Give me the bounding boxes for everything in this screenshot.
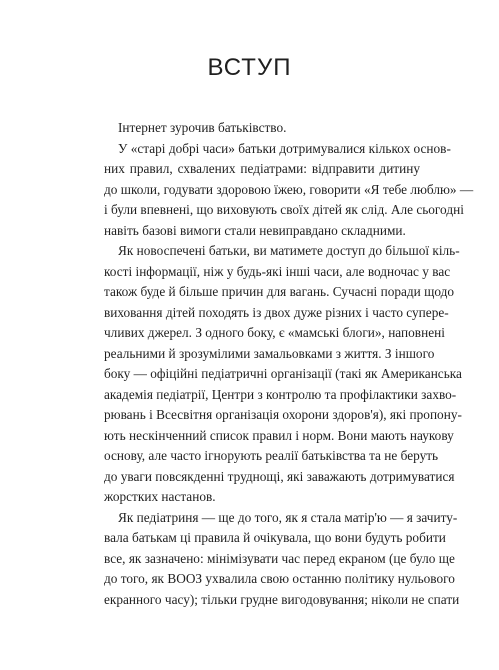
chapter-body [104, 118, 474, 610]
text-line: ють нескінченний список правил і норм. Вони мають наукову [104, 427, 454, 443]
chapter-title: ВСТУП [207, 54, 292, 81]
text-line: екранного часу); тільки грудне вигодовування; ніколи не спати [104, 591, 460, 607]
text-line: реальними й зрозумілими замальовками з життя. З іншого [104, 345, 435, 361]
text-line: рювань і Всесвітня організація охорони здоров'я), які пропону- [104, 407, 462, 422]
text-line: академія педіатрії, Центри з контролю та профілактики захво- [104, 386, 457, 402]
text-line: основу, але часто ігнорують реалії батьківства та не беруть [104, 448, 439, 463]
text-line: них правил, схвалених педіатрами: відправити дитину [104, 161, 420, 176]
text-line: Як педіатриня — ще до того, як я стала матір'ю — я зачиту- [118, 509, 458, 525]
text-line: У «старі добрі часи» батьки дотримувалися кількох основ- [118, 140, 451, 156]
text-line: виховання дітей походять із двох дуже різних і часто супере- [104, 304, 449, 320]
text-line: до того, як ВООЗ ухвалила свою останню політику нульового [104, 571, 455, 586]
text-line: боку — офіційні педіатричні організації (такі як Американська [104, 366, 462, 381]
text-line: кості інформації, ніж у будь-які інші часи, але водночас у вас [104, 263, 451, 279]
text-line: жорстких настанов. [104, 489, 216, 504]
text-line: чливих джерел. З одного боку, є «мамські блоги», наповнені [104, 325, 445, 340]
text-line: до школи, годувати здоровою їжею, говорити «Я тебе люблю» — [104, 181, 474, 197]
text-line: вала батькам ці правила й очікувала, що вони будуть робити [104, 530, 446, 545]
text-line: до уваги повсякденні труднощі, які заважають дотримуватися [104, 468, 455, 484]
text-line: Як новоспечені батьки, ви матимете доступ до більшої кіль- [118, 243, 460, 258]
text-line: також буде й більше причин для вагань. Сучасні поради щодо [104, 284, 455, 299]
text-line: все, як зазначено: мінімізувати час перед екраном (це було ще [104, 550, 455, 566]
text-line: навіть базові вимоги стали невиправдано складними. [104, 222, 406, 238]
text-line: Інтернет зурочив батьківство. [118, 120, 287, 135]
text-line: і були впевнені, що виховують своїх дітей як слід. Але сьогодні [104, 202, 464, 217]
